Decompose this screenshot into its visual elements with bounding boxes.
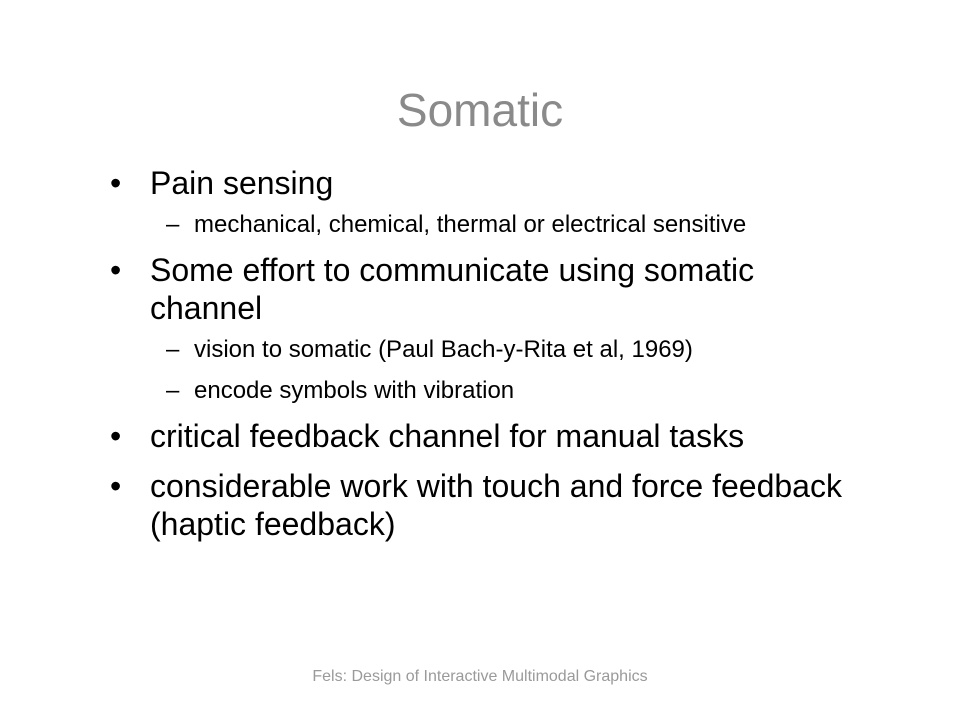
sub-bullet-item <box>110 335 870 364</box>
bullet-text: Some effort to communicate using somatic channel <box>150 252 755 326</box>
bullet-item <box>110 417 870 455</box>
slide-title: Somatic <box>396 84 564 136</box>
sub-bullet-text: encode symbols with vibration <box>194 377 515 404</box>
dash-glyph: – <box>166 336 180 363</box>
bullet-glyph: • <box>110 468 122 504</box>
dash-glyph: – <box>166 377 180 404</box>
bullet-text: Pain sensing <box>150 165 334 201</box>
bullet-list <box>110 164 870 555</box>
sub-bullet-item <box>110 376 870 405</box>
bullet-text: critical feedback channel for manual tasks <box>150 418 745 454</box>
bullet-item <box>110 251 870 327</box>
bullet-glyph: • <box>110 165 122 201</box>
bullet-item <box>110 467 870 543</box>
sub-bullet-item <box>110 210 870 239</box>
slide-footer: Fels: Design of Interactive Multimodal Graphics <box>312 668 648 685</box>
sub-bullet-text: vision to somatic (Paul Bach-y-Rita et al, 1969) <box>194 336 693 363</box>
dash-glyph: – <box>166 211 180 238</box>
bullet-item <box>110 164 870 202</box>
bullet-text: considerable work with touch and force feedback (haptic feedback) <box>150 468 842 542</box>
sub-bullet-text: mechanical, chemical, thermal or electrical sensitive <box>194 211 747 238</box>
bullet-glyph: • <box>110 418 122 454</box>
bullet-glyph: • <box>110 252 122 288</box>
